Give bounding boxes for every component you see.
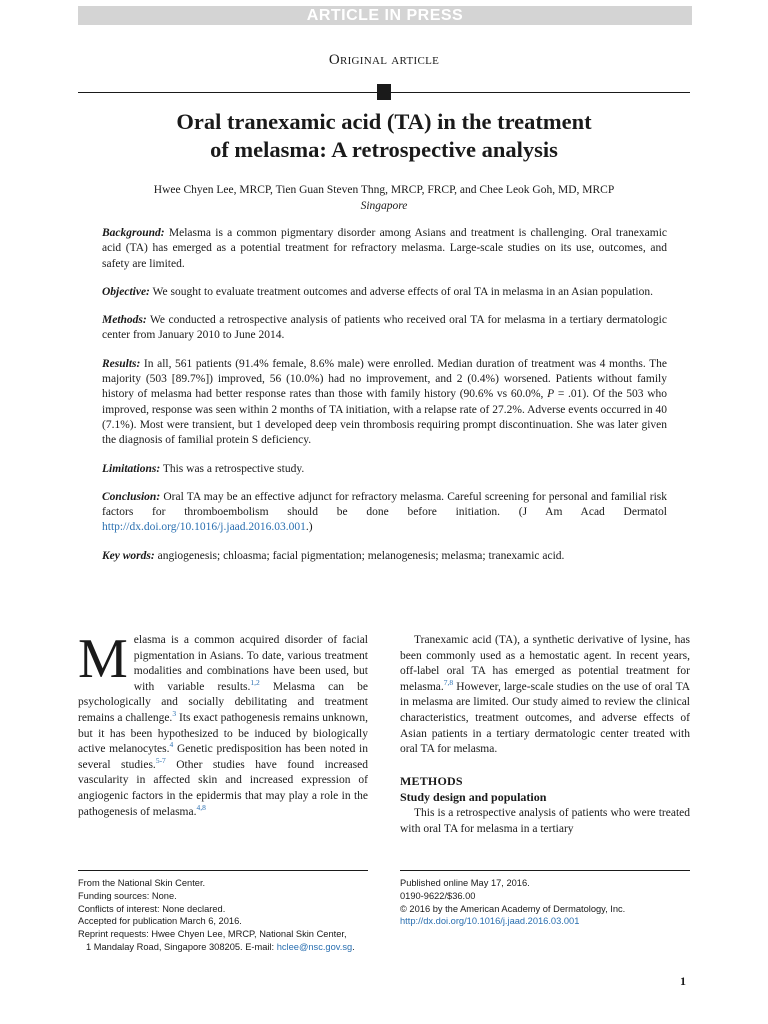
author-block: [78, 182, 690, 214]
email-link[interactable]: hclee@nsc.gov.sg: [276, 941, 353, 952]
limitations-text: This was a retrospective study.: [160, 462, 305, 475]
results-text-a: In all, 561 patients (91.4% female, 8.6% male) were enrolled. Median duration of treatment was 4 months. The majority (503 [89.7%]) improved, 56 (10.0%) had no improvement, and 2 (0.4%) worsened. Patients without family history of melasma had better response rates than those with family history (90.6% vs 60.0%,: [102, 357, 667, 401]
footnote-reprint-1: Reprint requests: Hwee Chyen Lee, MRCP, National Skin Center,: [78, 929, 347, 940]
page-number: 1: [680, 974, 686, 988]
article-type-label: Original article: [328, 52, 440, 68]
article-in-press-banner: ARTICLE IN PRESS: [78, 6, 692, 25]
conclusion-label: Conclusion:: [102, 490, 161, 503]
ta-text-2: However, large-scale studies on the use of oral TA in melasma are limited. Our study aimed to review the clinical characteristics, treatment outcomes, and adverse effects of Asian patients in a tertiary dermatologic center treated with oral TA for melasma.: [400, 680, 690, 756]
footnote-rule-left: [78, 870, 368, 871]
abstract-limitations: [102, 462, 667, 477]
methods-text: We conducted a retrospective analysis of patients who received oral TA for melasma in a tertiary dermatologic center from January 2010 to June 2014.: [102, 314, 667, 342]
ta-text-1: Tranexamic acid (TA), a synthetic derivative of lysine, has been commonly used as a hemostatic agent. In recent years, off-label oral TA has emerged as potential treatment for melasma.: [400, 634, 690, 693]
body-column-left: [78, 628, 368, 820]
footnote-issn: 0190-9622/$36.00: [400, 890, 476, 901]
title-line-1: Oral tranexamic acid (TA) in the treatment: [176, 109, 592, 134]
abstract-objective: [102, 285, 667, 300]
title-line-2: of melasma: A retrospective analysis: [210, 137, 558, 162]
author-location: Singapore: [360, 200, 408, 212]
reprint-address: 1 Mandalay Road, Singapore 308205. E-mail:: [86, 941, 277, 952]
footnote-conflicts: Conflicts of interest: None declared.: [78, 903, 226, 914]
study-design-heading: Study design and population: [400, 790, 547, 805]
keywords-text: angiogenesis; chloasma; facial pigmentation; melanogenesis; melasma; tranexamic acid.: [154, 549, 565, 562]
abstract: [102, 226, 667, 577]
intro-text-1: elasma is a common acquired disorder of facial pigmentation in Asians. To date, various treatment modalities and combinations have been used, but with variable results.: [133, 634, 368, 693]
author-list: Hwee Chyen Lee, MRCP, Tien Guan Steven Thng, MRCP, FRCP, and Chee Leok Goh, MD, MRCP: [153, 184, 615, 196]
ref-link[interactable]: 7,8: [443, 677, 454, 687]
ref-link[interactable]: 3: [172, 709, 177, 719]
results-label: Results:: [102, 357, 141, 370]
limitations-label: Limitations:: [102, 462, 161, 475]
keywords-label: Key words:: [102, 549, 155, 562]
objective-text: We sought to evaluate treatment outcomes and adverse effects of oral TA in melasma in an Asian population.: [149, 285, 653, 298]
ref-link[interactable]: 5-7: [155, 755, 166, 765]
abstract-doi-link[interactable]: http://dx.doi.org/10.1016/j.jaad.2016.03.001: [102, 521, 306, 534]
article-title: [78, 108, 690, 164]
conclusion-close: .): [305, 521, 313, 534]
results-text-b: = .01). Of the 503 who improved, response was seen within 2 months of TA initiation, with a relapse rate of 27.2%. Adverse events occurred in 40 (7.1%). Most were transient, but 1 developed deep vein thrombosis requiring prompt discontinuation. She was later given the diagnosis of familial protein S deficiency.: [102, 388, 668, 447]
abstract-methods: [102, 313, 667, 344]
abstract-conclusion: [102, 490, 667, 536]
footnotes-left: [78, 877, 378, 954]
p-value-letter: P: [547, 388, 555, 401]
abstract-keywords: [102, 549, 667, 564]
background-text: Melasma is a common pigmentary disorder among Asians and treatment is challenging. Oral tranexamic acid (TA) has emerged as a potential treatment for refractory melasma. Large-scale studies on its use, outcomes, and safety are limited.: [102, 227, 667, 270]
footnote-rule-right: [400, 870, 690, 871]
footnotes-right: [400, 877, 700, 928]
footnote-reprint-2: [78, 941, 378, 954]
ref-link[interactable]: 4,8: [196, 802, 206, 812]
reprint-period: .: [352, 941, 355, 952]
ref-link[interactable]: 4: [169, 740, 174, 750]
footnote-copyright: © 2016 by the American Academy of Dermatology, Inc.: [400, 903, 626, 914]
ref-link[interactable]: 1,2: [250, 677, 260, 687]
footnote-doi-link[interactable]: http://dx.doi.org/10.1016/j.jaad.2016.03.001: [400, 916, 580, 927]
footnote-funding: Funding sources: None.: [78, 890, 177, 901]
intro-paragraph: [78, 628, 368, 820]
body-column-right: [400, 633, 690, 837]
intro-text-2: Melasma can be psychologically and socially debilitating and treatment remains a challenge.: [78, 680, 368, 724]
intro-text-4: Genetic predisposition has been noted in several studies.: [78, 743, 368, 771]
drop-cap: M: [78, 628, 128, 690]
abstract-background: [102, 226, 667, 272]
abstract-results: [102, 357, 667, 449]
footnote-published: Published online May 17, 2016.: [400, 878, 530, 888]
intro-text-3: Its exact pathogenesis remains unknown, but it has been hypothesized to be induced by biologically active melanocytes.: [78, 711, 368, 756]
methods-heading: METHODS: [400, 773, 463, 788]
study-design-text: This is a retrospective analysis of patients who were treated with oral TA for melasma in a tertiary: [400, 806, 690, 835]
objective-label: Objective:: [102, 285, 150, 298]
conclusion-text: Oral TA may be an effective adjunct for refractory melasma. Careful screening for personal and familial risk factors for thromboembolism should be done before initiation. (: [102, 490, 667, 519]
journal-abbrev: J Am Acad Dermatol: [522, 506, 667, 519]
methods-label: Methods:: [102, 314, 147, 327]
ta-paragraph: [400, 633, 690, 758]
footnote-affiliation: From the National Skin Center.: [78, 878, 206, 888]
intro-text-5: Other studies have found increased vascularity in affected skin and increased expression of angiogenic factors in the epidermis that may play a role in the pathogenesis of melasma.: [78, 758, 368, 818]
background-label: Background:: [102, 227, 165, 239]
footnote-accepted: Accepted for publication March 6, 2016.: [78, 916, 242, 927]
title-rule-marker: [377, 84, 391, 100]
